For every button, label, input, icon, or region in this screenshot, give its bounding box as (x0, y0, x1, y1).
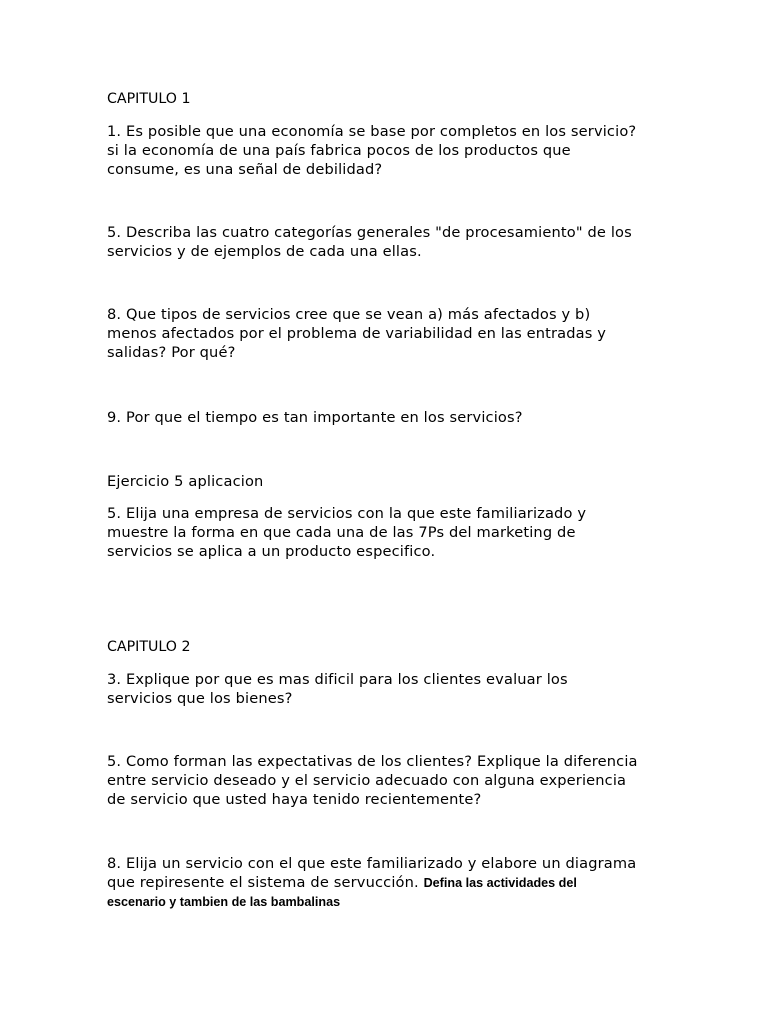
question-line: 9. Por que el tiempo es tan importante en los servicios? (107, 409, 523, 426)
chapter-2-heading: CAPITULO 2 (107, 639, 191, 655)
question-line: 1. Es posible que una economía se base por completos en los servicio? (107, 123, 637, 140)
chapter-1-question-5 (107, 223, 667, 261)
question-line: si la economía de una país fabrica pocos de los productos que (107, 142, 571, 160)
chapter-2-question-5 (107, 752, 667, 810)
chapter-2-question-8 (107, 854, 667, 913)
question-line: consume, es una señal de debilidad? (107, 161, 383, 179)
emphasized-text: Defina las actividades del (423, 876, 577, 891)
question-line: servicios se aplica a un producto especifico. (107, 543, 436, 561)
question-text: que repiresente el sistema de servucción. (107, 874, 424, 892)
question-line: menos afectados por el problema de variabilidad en las entradas y (107, 325, 607, 343)
question-line: 3. Explique por que es mas dificil para los clientes evaluar los (107, 671, 568, 688)
exercise-question-5 (107, 504, 667, 562)
question-line: de servicio que usted haya tenido recientemente? (107, 791, 482, 809)
chapter-1-heading: CAPITULO 1 (107, 91, 191, 107)
question-line: salidas? Por qué? (107, 344, 236, 362)
chapter-1-question-9 (107, 408, 667, 427)
emphasized-text: escenario y tambien de las bambalinas (107, 895, 341, 910)
exercise-heading: Ejercicio 5 aplicacion (107, 473, 264, 490)
question-line: 5. Como forman las expectativas de los clientes? Explique la diferencia (107, 753, 638, 770)
question-line: entre servicio deseado y el servicio adecuado con alguna experiencia (107, 772, 627, 790)
chapter-1-question-8 (107, 305, 667, 363)
question-line: servicios que los bienes? (107, 690, 293, 708)
question-line: 5. Elija una empresa de servicios con la que este familiarizado y (107, 505, 587, 522)
chapter-1-question-1 (107, 122, 667, 180)
question-line (107, 873, 667, 893)
chapter-2-question-3 (107, 670, 667, 708)
question-line: 8. Elija un servicio con el que este familiarizado y elabore un diagrama (107, 855, 637, 872)
question-line: 8. Que tipos de servicios cree que se vean a) más afectados y b) (107, 306, 591, 323)
question-line: 5. Describa las cuatro categorías generales "de procesamiento" de los (107, 224, 632, 241)
question-line: servicios y de ejemplos de cada una ellas. (107, 243, 422, 261)
question-line: muestre la forma en que cada una de las 7Ps del marketing de (107, 524, 576, 542)
